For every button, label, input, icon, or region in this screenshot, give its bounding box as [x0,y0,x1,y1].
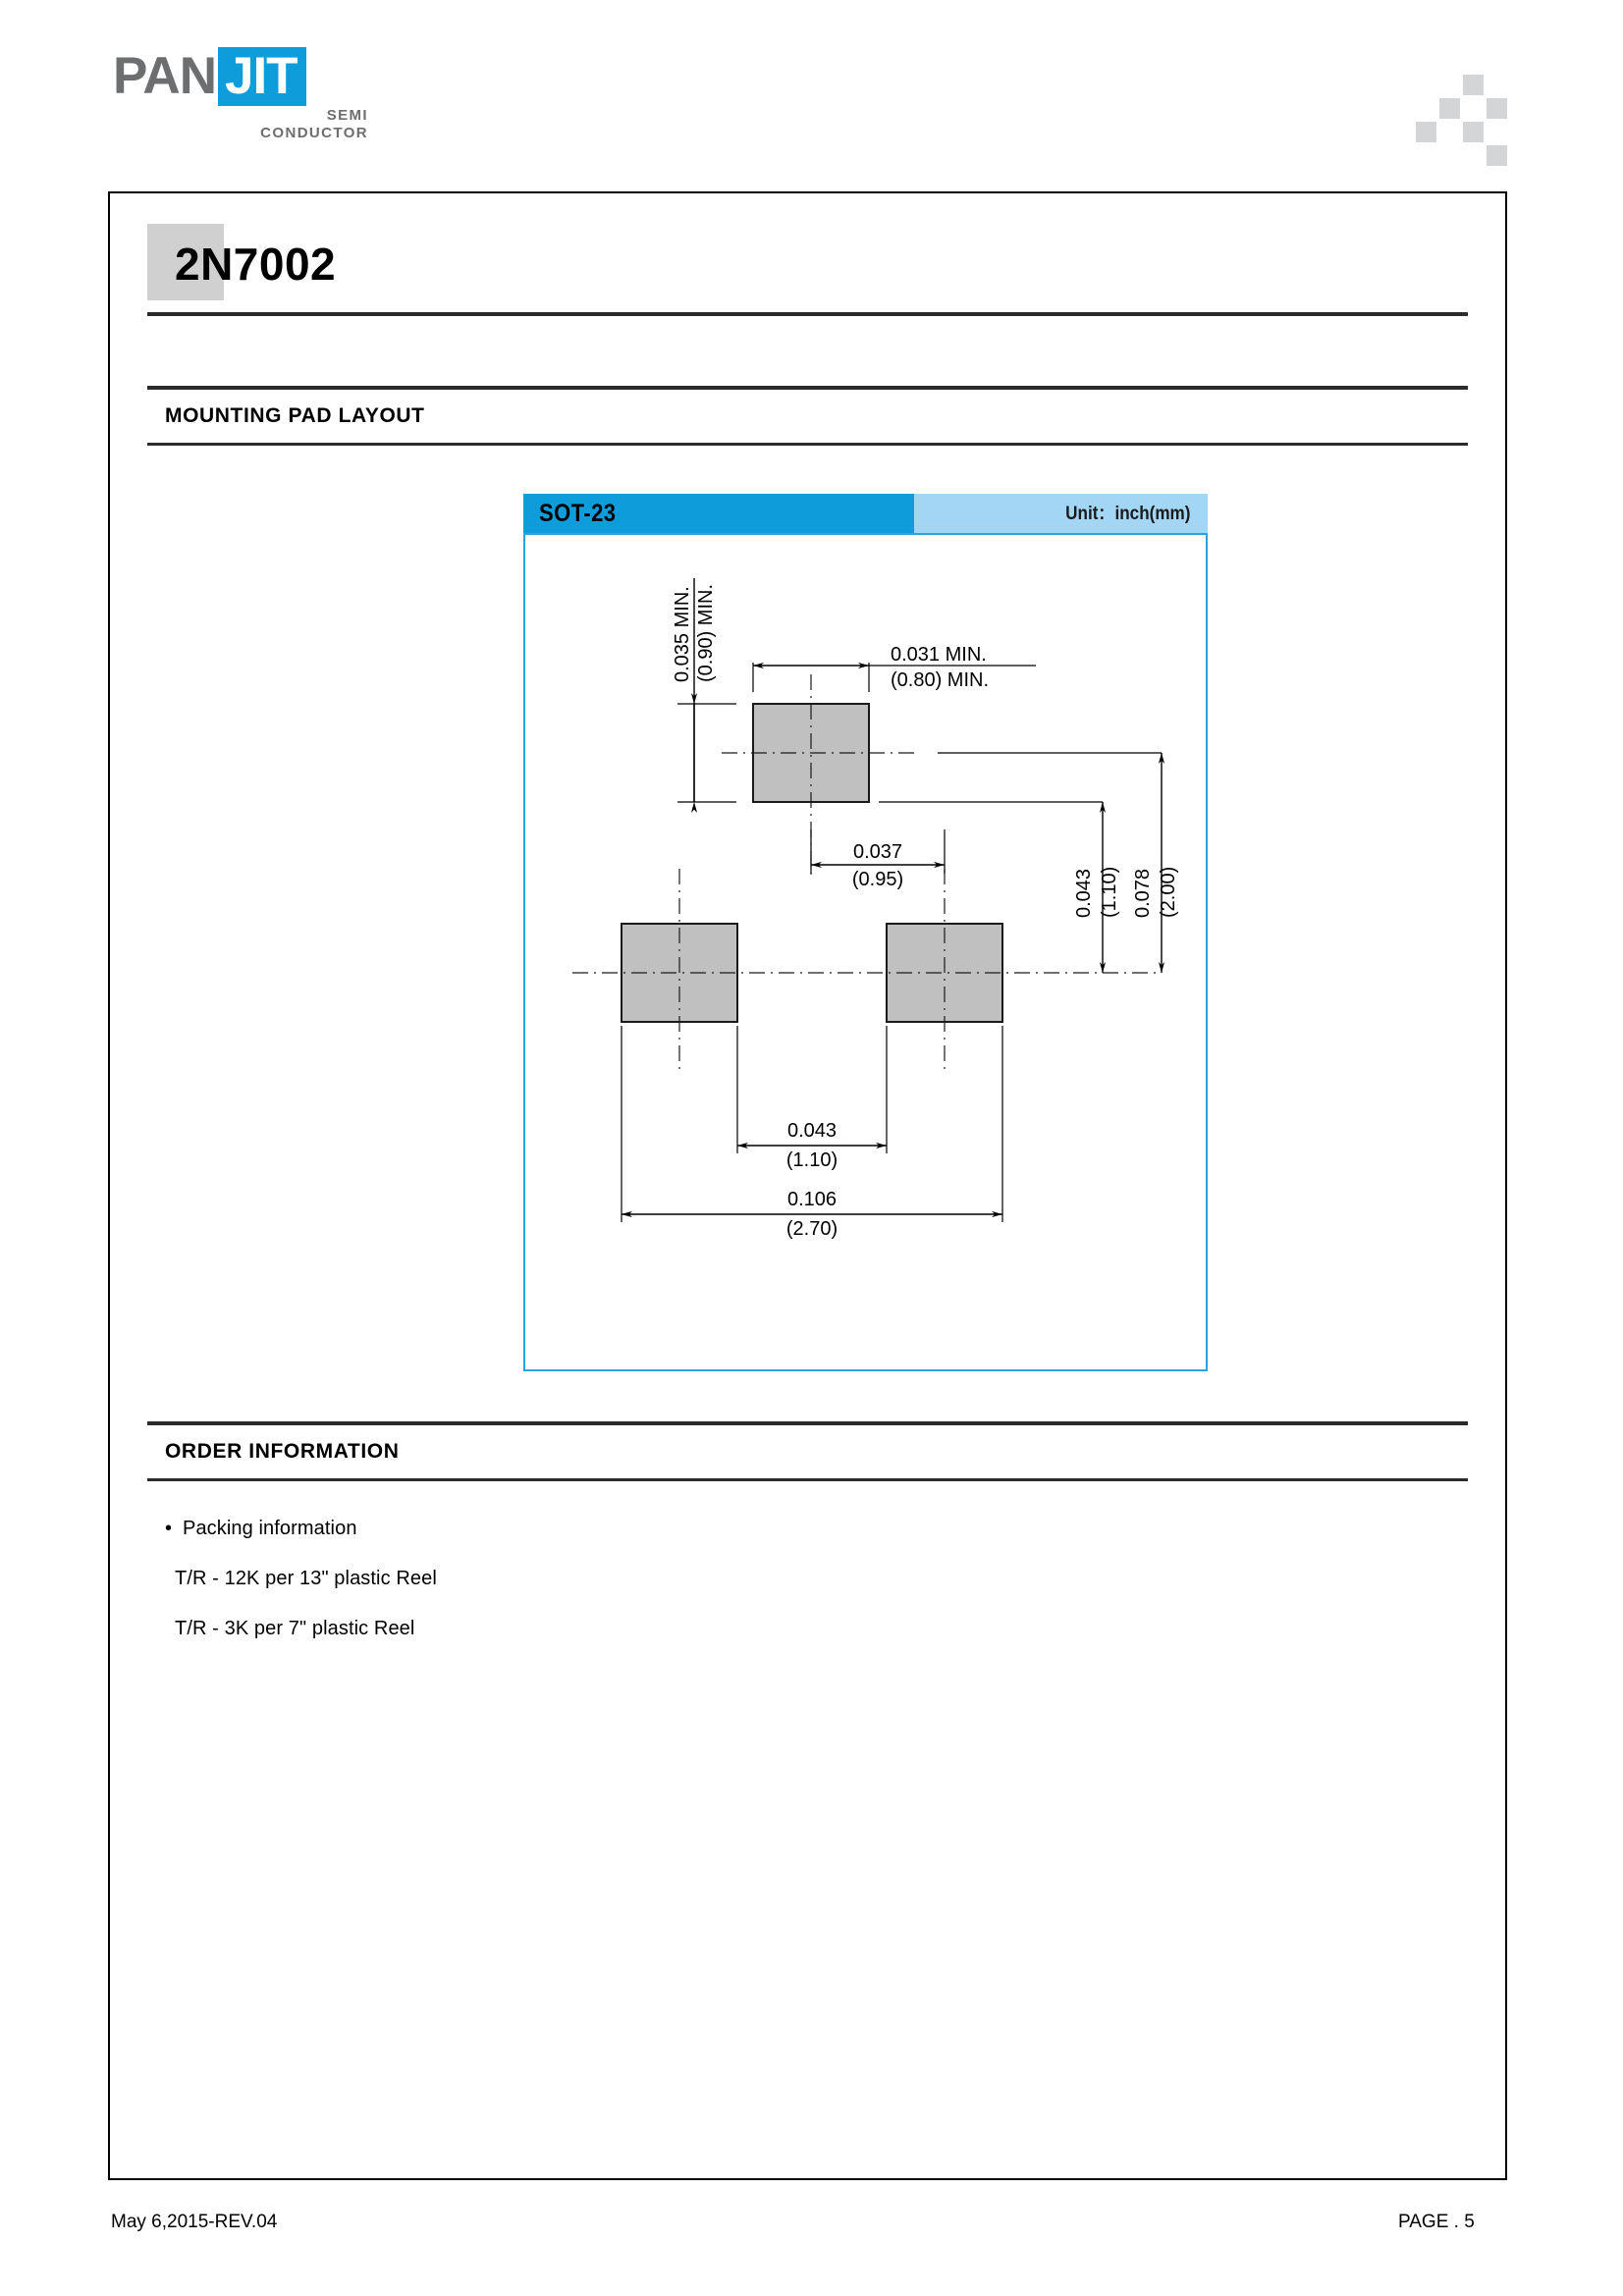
unit-bar [914,494,1208,533]
footer-page-number: PAGE . 5 [1398,2212,1475,2232]
order-information-rule-bottom [147,1478,1468,1481]
unit-label: Unit：inch(mm) [1064,504,1190,524]
decorative-squares [1416,51,1526,161]
mounting-pad-layout-rule-top [147,386,1468,390]
mounting-pad-layout-rule-bottom [147,443,1468,446]
deco-square [1463,122,1484,142]
packing-information-bullet [165,1517,357,1540]
bullet-icon: • [165,1518,173,1539]
dim-center-offset-mm: (0.95) [851,869,904,890]
mounting-pad-drawing [523,533,1208,1371]
order-information-rule-top [147,1421,1468,1425]
page-title: 2N7002 [175,239,337,290]
footer-revision-date: May 6,2015-REV.04 [111,2212,278,2232]
section-header-order-information: ORDER INFORMATION [165,1440,400,1463]
mounting-pad-drawing-svg [525,535,1210,1373]
deco-square [1487,98,1507,119]
logo-pan-text: PAN [113,47,216,105]
dim-pitch-vertical-inch: 0.078 [1132,868,1154,918]
logo-wordmark [113,47,306,106]
package-header-bar [523,494,1208,533]
logo-jit-box [218,47,306,106]
logo-umlaut-dot-right [259,34,268,43]
dim-overall-width-inch: 0.106 [786,1189,838,1210]
title-rule [147,312,1468,316]
dim-gap-horizontal-mm: (1.10) [785,1149,839,1171]
dim-gap-vertical-mm: (1.10) [1099,866,1120,918]
packing-option-2: T/R - 3K per 7" plastic Reel [175,1618,415,1639]
dim-gap-vertical-inch: 0.043 [1073,868,1095,918]
logo-semi-text: SEMI [326,107,368,124]
deco-square [1416,122,1436,142]
dim-pad-height-mm: (0.90) MIN. [695,583,717,682]
dim-pitch-vertical-mm: (2.00) [1158,866,1179,918]
logo-umlaut-dot-left [242,34,250,43]
panjit-logo [113,47,368,141]
dim-pad-width-mm: (0.80) MIN. [891,669,990,691]
deco-square [1439,98,1460,119]
package-name-label: SOT-23 [539,500,617,527]
dim-center-offset-inch: 0.037 [852,841,903,863]
packing-option-1: T/R - 12K per 13" plastic Reel [175,1568,437,1589]
package-name-bar [523,494,914,533]
deco-square [1463,75,1484,95]
dim-overall-width-mm: (2.70) [785,1218,839,1240]
packing-information-label: Packing information [183,1518,357,1539]
section-header-mounting-pad-layout: MOUNTING PAD LAYOUT [165,404,425,427]
dim-pad-height-inch: 0.035 MIN. [672,586,693,682]
deco-square [1487,145,1507,166]
dim-gap-horizontal-inch: 0.043 [786,1120,838,1142]
logo-conductor-text: CONDUCTOR [260,125,368,141]
logo-jit-text: JIT [224,47,298,105]
dim-pad-width-inch: 0.031 MIN. [891,644,987,666]
